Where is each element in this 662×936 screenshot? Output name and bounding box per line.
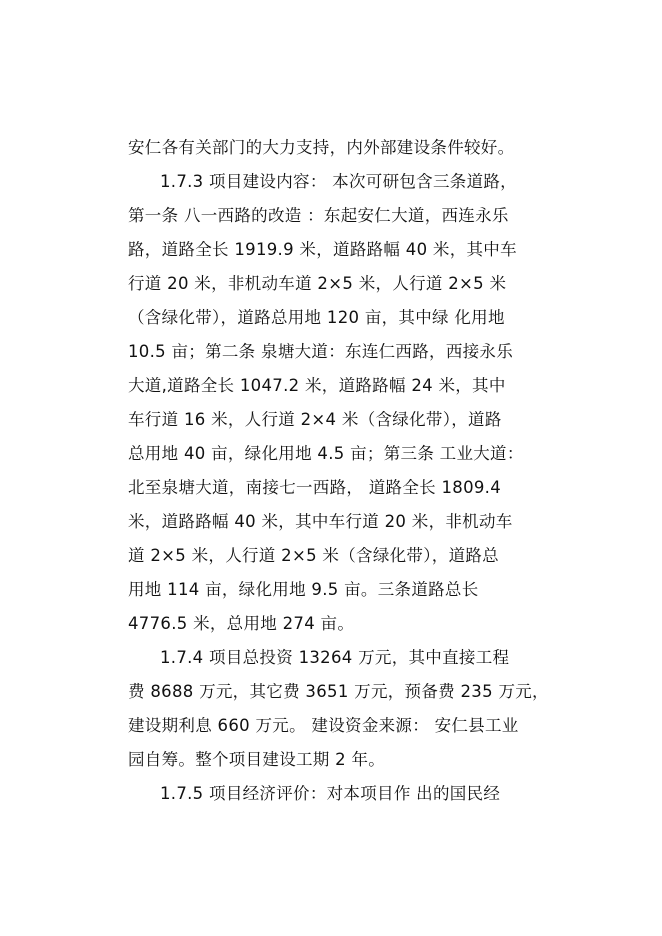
- section-1-7-3-heading-line: 1.7.3 项目建设内容： 本次可研包含三条道路，: [160, 172, 517, 191]
- text-line-1: 安仁各有关部门的大力支持，内外部建设条件较好。: [128, 138, 515, 157]
- text-line-18: 建设期利息 660 万元。 建设资金来源： 安仁县工业: [128, 716, 519, 735]
- section-1-7-5-heading-line: 1.7.5 项目经济评价：对本项目作 出的国民经: [160, 784, 501, 803]
- text-line-17: 费 8688 万元，其它费 3651 万元，预备费 235 万元，: [128, 682, 549, 701]
- text-line-8: 大道,道路全长 1047.2 米，道路路幅 24 米，其中: [128, 376, 506, 395]
- text-line-19: 园自筹。整个项目建设工期 2 年。: [128, 750, 386, 769]
- text-line-9: 车行道 16 米，人行道 2×4 米（含绿化带），道路: [128, 410, 502, 429]
- text-line-10: 总用地 40 亩，绿化用地 4.5 亩；第三条 工业大道：: [128, 444, 524, 463]
- text-line-3: 第一条 八一西路的改造 ：东起安仁大道，西连永乐: [128, 206, 509, 225]
- text-line-11: 北至泉塘大道，南接七一西路， 道路全长 1809.4: [128, 478, 502, 497]
- text-line-5: 行道 20 米，非机动车道 2×5 米，人行道 2×5 米: [128, 274, 507, 293]
- text-line-12: 米，道路路幅 40 米，其中车行道 20 米，非机动车: [128, 512, 513, 531]
- text-line-7: 10.5 亩；第二条 泉塘大道：东连仁西路，西接永乐: [128, 342, 514, 361]
- text-line-6: （含绿化带），道路总用地 120 亩，其中绿 化用地: [128, 308, 505, 327]
- text-line-15: 4776.5 米，总用地 274 亩。: [128, 614, 355, 633]
- text-line-4: 路，道路全长 1919.9 米，道路路幅 40 米，其中车: [128, 240, 517, 259]
- text-line-13: 道 2×5 米，人行道 2×5 米（含绿化带），道路总: [128, 546, 499, 565]
- section-1-7-4-heading-line: 1.7.4 项目总投资 13264 万元，其中直接工程: [160, 648, 510, 667]
- text-line-14: 用地 114 亩，绿化用地 9.5 亩。三条道路总长: [128, 580, 479, 599]
